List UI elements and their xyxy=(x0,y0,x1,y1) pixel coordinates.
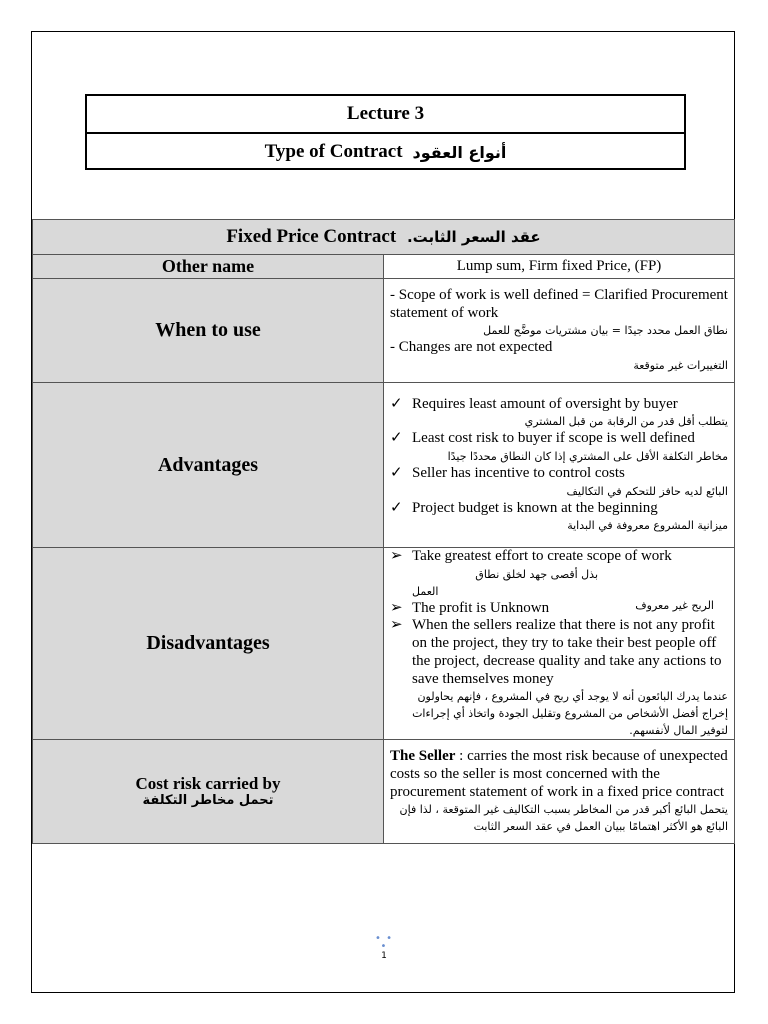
cost-risk-text: : carries the most risk because of unexpected costs so the seller is most concerned with the procurement statement of work in a fixed price contract xyxy=(390,748,728,800)
advantages-label: Advantages xyxy=(33,383,384,548)
list-item: ✓ Seller has incentive to control costs xyxy=(390,465,625,481)
arrow-bullet-icon: ➢ xyxy=(390,599,403,616)
seller-bold: The Seller xyxy=(390,748,456,765)
table-title xyxy=(33,220,735,255)
contract-type-title xyxy=(87,132,684,170)
list-item-ar: يتطلب أقل قدر من الرقابة من قبل المشتري xyxy=(524,415,728,429)
list-item: ➢ When the sellers realize that there is not any profit on the project, they try to take their best people off the project, decrease quality and take any actions to save themselves money xyxy=(390,617,722,687)
arrow-bullet-icon: ➢ xyxy=(390,617,403,634)
list-item: ➢ The profit is Unknown الربح غير معروف xyxy=(390,598,714,616)
list-item-ar-cont: العمل xyxy=(412,584,439,598)
list-item: ✓ Requires least amount of oversight by buyer xyxy=(390,395,678,412)
when-line-2-ar: التغييرات غير متوقعة xyxy=(633,359,728,373)
cost-risk-text-ar: يتحمل البائع أكبر قدر من المخاطر بسبب التكاليف غير المتوقعة ، لذا فإن البائع هو الأكثر اهتمامًا ببيان العمل في عقد السعر الثابت xyxy=(399,803,728,834)
list-item-ar: بذل أقصى جهد لخلق نطاق xyxy=(475,567,598,581)
table-row xyxy=(33,548,735,740)
other-name-label: Other name xyxy=(33,255,384,279)
check-icon: ✓ xyxy=(390,465,403,481)
when-to-use-content xyxy=(384,279,735,383)
when-line-2: - Changes are not expected xyxy=(390,339,553,356)
arrow-bullet-icon: ➢ xyxy=(390,548,403,564)
lecture-title-box xyxy=(85,94,686,170)
contract-type-ar: أنواع العقود xyxy=(412,142,507,162)
list-item: ✓ Project budget is known at the beginning xyxy=(390,499,658,516)
cost-risk-label-en: Cost risk carried by xyxy=(135,774,281,794)
lecture-number: Lecture 3 xyxy=(346,103,425,124)
page-number-value: 1 xyxy=(381,951,387,961)
list-item-ar: عندما يدرك البائعون أنه لا يوجد أي ربح في المشروع ، فإنهم يحاولون إخراج أفضل الأشخاص من المشروع وتقليل الجودة واتخاذ أي إجراءات لتوفير المال لأنفسهم. xyxy=(412,690,728,738)
when-line-1-ar: نطاق العمل محدد جيدًا = بيان مشتريات موضَّح للعمل xyxy=(483,324,728,338)
list-item: ➢ Take greatest effort to create scope of work xyxy=(390,548,672,564)
check-icon: ✓ xyxy=(390,430,403,447)
cost-risk-label-ar: تحمل مخاطر التكلفة xyxy=(142,793,274,809)
disadvantages-content xyxy=(384,548,735,740)
table-row xyxy=(33,383,735,548)
check-icon: ✓ xyxy=(390,395,403,412)
table-row xyxy=(33,279,735,383)
fixed-price-table xyxy=(32,219,735,844)
disadvantages-label: Disadvantages xyxy=(33,548,384,740)
lecture-title xyxy=(87,96,684,132)
list-item-ar: البائع لديه حافز للتحكم في التكاليف xyxy=(566,484,728,498)
list-item: ✓ Least cost risk to buyer if scope is well defined xyxy=(390,430,695,447)
list-item-ar: مخاطر التكلفة الأقل على المشتري إذا كان النطاق محددًا جيدًا xyxy=(447,449,728,463)
page-number xyxy=(372,935,396,961)
contract-type-en: Type of Contract xyxy=(264,141,403,162)
check-icon: ✓ xyxy=(390,499,403,516)
cost-risk-label xyxy=(33,740,384,844)
list-item-ar: ميزانية المشروع معروفة في البداية xyxy=(567,519,728,533)
table-title-ar: عقد السعر الثابت. xyxy=(406,228,541,246)
table-title-en: Fixed Price Contract xyxy=(226,226,397,247)
table-row xyxy=(33,740,735,844)
cost-risk-content xyxy=(384,740,735,844)
advantages-content xyxy=(384,383,735,548)
table-row xyxy=(33,255,735,279)
when-line-1: - Scope of work is well defined = Clarified Procurement statement of work xyxy=(390,286,728,321)
page-dots: • • • xyxy=(375,933,393,952)
other-name-value: Lump sum, Firm fixed Price, (FP) xyxy=(384,255,735,279)
when-to-use-label: When to use xyxy=(33,279,384,383)
